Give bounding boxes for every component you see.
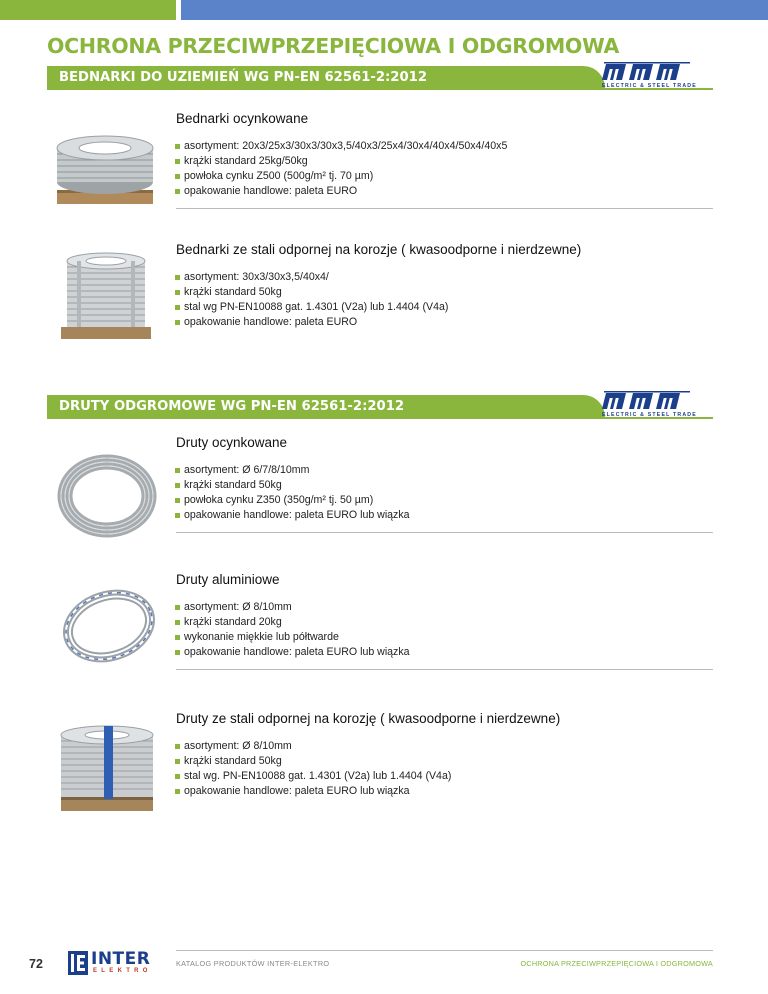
mmm-logo-mark: [602, 56, 696, 84]
separator: [176, 208, 713, 209]
spec-item: stal wg PN-EN10088 gat. 1.4301 (V2a) lub 1.4404 (V4a): [175, 300, 448, 315]
spec-item: powłoka cynku Z500 (500g/m² tj. 70 µm): [175, 169, 507, 184]
product-image-aluminium-wire-coil: [47, 576, 165, 682]
spec-list: [175, 739, 451, 799]
spec-item: krążki standard 25kg/50kg: [175, 154, 507, 169]
mmm-logo: [602, 56, 696, 94]
spec-item: powłoka cynku Z350 (350g/m² tj. 50 µm): [175, 493, 410, 508]
spec-item: asortyment: 20x3/25x3/30x3/30x3,5/40x3/25x4/30x4/40x4/50x4/40x5: [175, 139, 507, 154]
inter-logo-text: INTER: [91, 949, 151, 969]
product-title: Druty ze stali odpornej na korozję ( kwasoodporne i nierdzewne): [176, 711, 561, 726]
top-bar-green: [0, 0, 176, 20]
page-number: 72: [29, 957, 43, 971]
top-bar-blue: [181, 0, 768, 20]
spec-item: krążki standard 50kg: [175, 478, 410, 493]
mmm-logo-mark: [602, 385, 696, 413]
mmm-logo: [602, 385, 696, 423]
spec-item: stal wg. PN-EN10088 gat. 1.4301 (V2a) lub 1.4404 (V4a): [175, 769, 451, 784]
section-heading-druty: DRUTY ODGROMOWE WG PN-EN 62561-2:2012: [47, 395, 605, 419]
product-title: Druty ocynkowane: [176, 435, 288, 450]
spec-list: [175, 463, 410, 523]
separator: [176, 532, 713, 533]
spec-item: asortyment: Ø 8/10mm: [175, 739, 451, 754]
mmm-logo-tagline: ELECTRIC & STEEL TRADE: [602, 412, 697, 418]
spec-item: asortyment: Ø 6/7/8/10mm: [175, 463, 410, 478]
spec-item: opakowanie handlowe: paleta EURO lub wiązka: [175, 784, 451, 799]
section-heading-bednarki: BEDNARKI DO UZIEMIEŃ WG PN-EN 62561-2:2012: [47, 66, 605, 90]
spec-item: opakowanie handlowe: paleta EURO: [175, 184, 507, 199]
spec-list: [175, 139, 507, 199]
product-image-galvanized-wire-coil: [47, 444, 165, 550]
footer-section-label: OCHRONA PRZECIWPRZEPIĘCIOWA I ODGROMOWA: [520, 959, 713, 968]
footer-catalog-label: KATALOG PRODUKTÓW INTER-ELEKTRO: [176, 959, 330, 968]
separator: [176, 669, 713, 670]
spec-item: opakowanie handlowe: paleta EURO lub wiązka: [175, 645, 410, 660]
product-image-stainless-bar-coil: [47, 247, 165, 353]
inter-elektro-logo: [68, 949, 154, 977]
page-title: OCHRONA PRZECIWPRZEPIĘCIOWA I ODGROMOWA: [47, 34, 620, 58]
spec-item: opakowanie handlowe: paleta EURO lub wiązka: [175, 508, 410, 523]
spec-item: wykonanie miękkie lub półtwarde: [175, 630, 410, 645]
spec-item: krążki standard 50kg: [175, 754, 451, 769]
product-title: Druty aluminiowe: [176, 572, 280, 587]
product-image-stainless-wire-coil: [47, 713, 165, 819]
product-title: Bednarki ze stali odpornej na korozje ( kwasoodporne i nierdzewne): [176, 242, 582, 257]
inter-logo-mark-icon: [68, 951, 88, 975]
spec-item: krążki standard 50kg: [175, 285, 448, 300]
mmm-logo-tagline: ELECTRIC & STEEL TRADE: [602, 83, 697, 89]
elektro-logo-text: ELEKTRO: [93, 968, 152, 974]
spec-item: opakowanie handlowe: paleta EURO: [175, 315, 448, 330]
product-title: Bednarki ocynkowane: [176, 111, 309, 126]
spec-item: krążki standard 20kg: [175, 615, 410, 630]
product-image-flat-bar-coil: [47, 112, 165, 218]
spec-list: [175, 270, 448, 330]
spec-item: asortyment: Ø 8/10mm: [175, 600, 410, 615]
footer-rule: [176, 950, 713, 951]
spec-item: asortyment: 30x3/30x3,5/40x4/: [175, 270, 448, 285]
spec-list: [175, 600, 410, 660]
